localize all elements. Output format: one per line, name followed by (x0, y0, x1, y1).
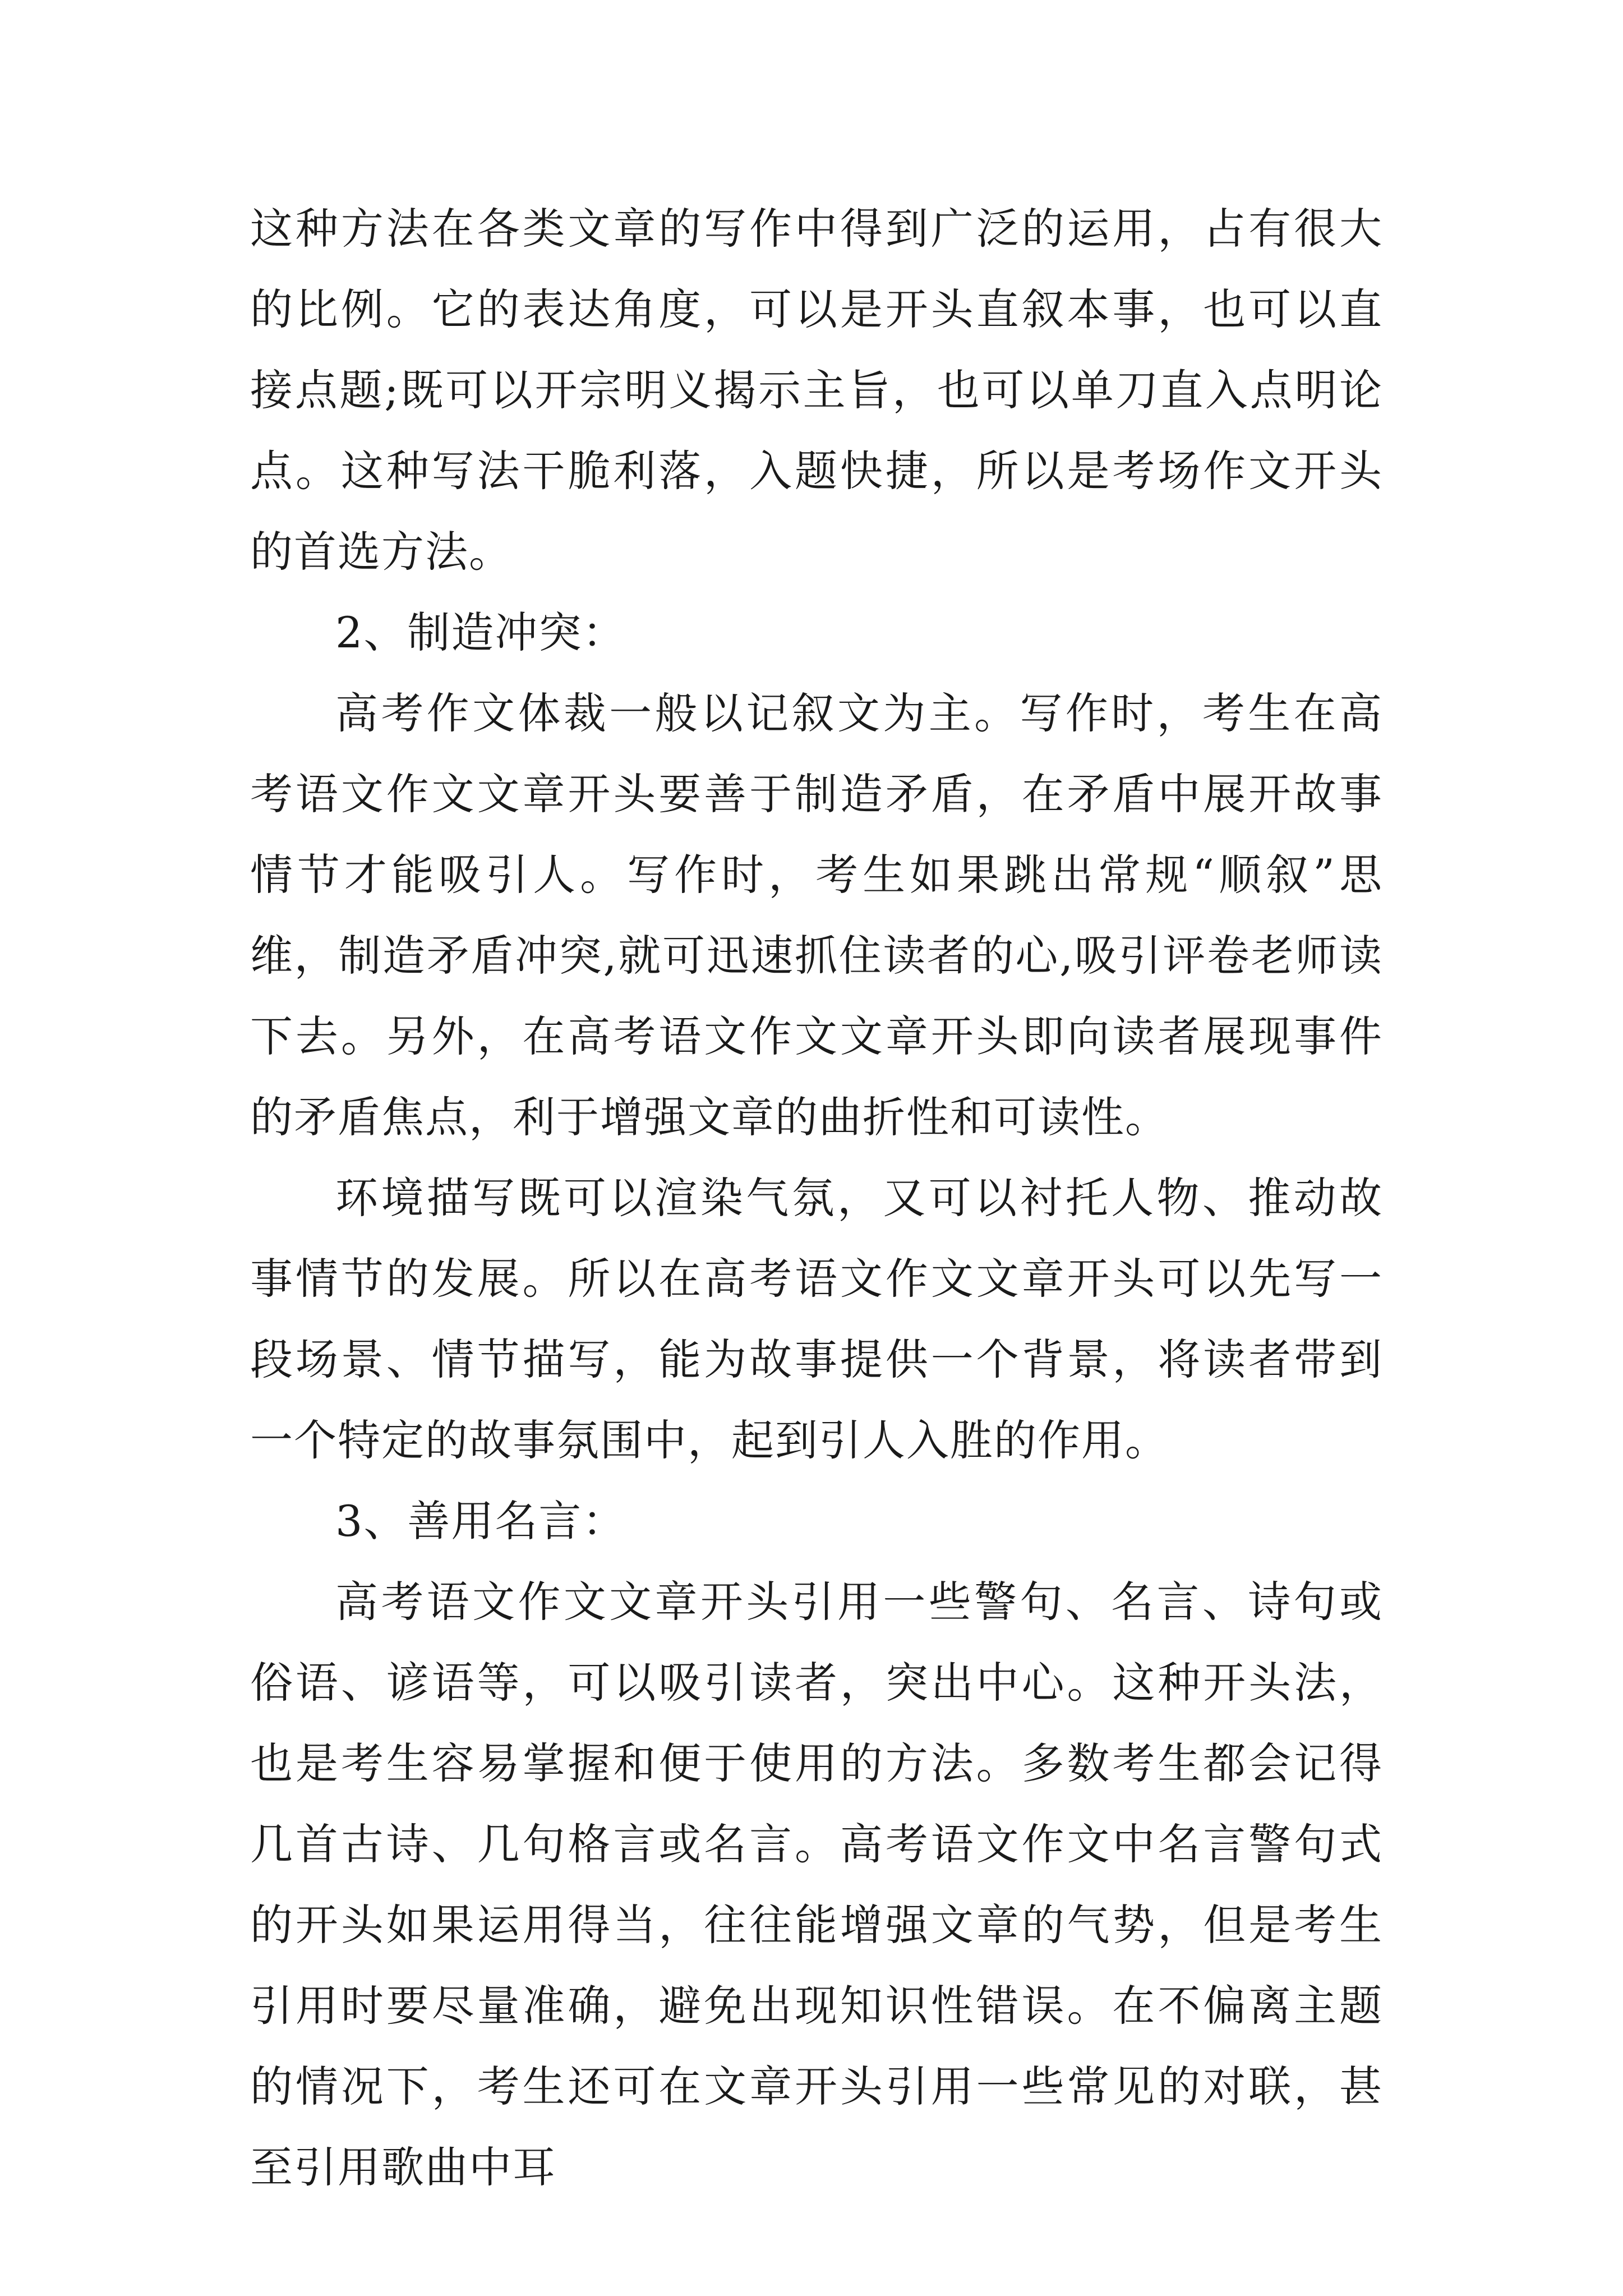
section-heading-2: 2、制造冲突： (335, 608, 626, 657)
paragraph-intro: 这种方法在各类文章的写作中得到广泛的运用，占有很大的比例。它的表达角度，可以是开头直叙本事，也可以直接点题;既可以开宗明义揭示主旨，也可以单刀直入点明论点。这种写法干脆利落，入题快捷，所以是考场作文开头的首选方法。 (250, 204, 1383, 577)
section-heading-3: 3、善用名言： (335, 1496, 626, 1546)
paragraph-quotes: 高考语文作文文章开头引用一些警句、名言、诗句或俗语、谚语等，可以吸引读者，突出中心。这种开头法，也是考生容易掌握和便于使用的方法。多数考生都会记得几首古诗、几句格言或名言。高考语文作文中名言警句式的开头如果运用得当，往往能增强文章的气势，但是考生引用时要尽量准确，避免出现知识性错误。在不偏离主题的情况下，考生还可在文章开头引用一些常见的对联，甚至引用歌曲中耳 (250, 1577, 1383, 2192)
paragraph-environment: 环境描写既可以渲染气氛，又可以衬托人物、推动故事情节的发展。所以在高考语文作文文章开头可以先写一段场景、情节描写，能为故事提供一个背景，将读者带到一个特定的故事氛围中，起到引人入胜的作用。 (250, 1173, 1383, 1465)
paragraph-conflict: 高考作文体裁一般以记叙文为主。写作时，考生在高考语文作文文章开头要善于制造矛盾，在矛盾中展开故事情节才能吸引人。写作时，考生如果跳出常规“顺叙”思维，制造矛盾冲突,就可迅速抓住读者的心,吸引评卷老师读下去。另外，在高考语文作文文章开头即向读者展现事件的矛盾焦点，利于增强文章的曲折性和可读性。 (250, 688, 1383, 1142)
document-body (250, 188, 1383, 2208)
